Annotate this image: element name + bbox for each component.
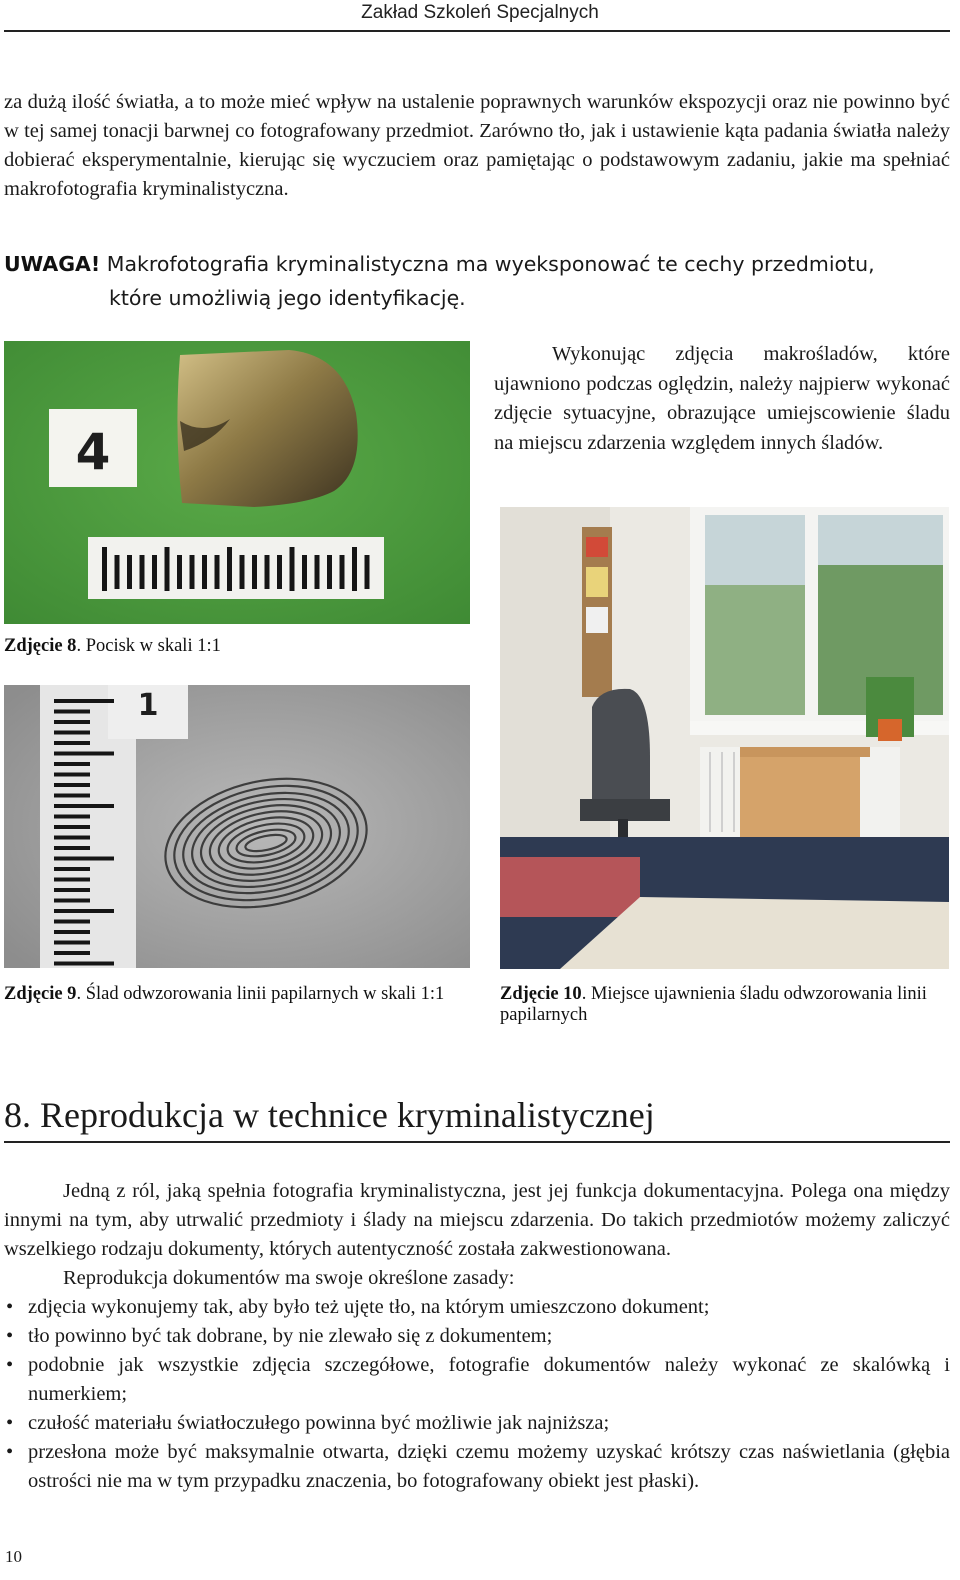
ruler-tick [240,555,245,589]
page-number: 10 [5,1547,22,1566]
ruler-tick [227,547,232,591]
section-paragraph-1: Jedną z ról, jaką spełnia fotografia kryminalistyczna, jest jej funkcja dokumentacyjna. Polega ona między innymi na tym, aby utrwalić przedmioty i ślady na miejscu zdarzenia. Do takich przedmiotów możemy zaliczyć wszelkiego rodzaju dokumenty, których autentyczność została zakwestionowana. [4,1180,950,1260]
section-body [4,1177,950,1496]
caption-text: . Pocisk w skali 1:1 [76,636,221,656]
caption-label: Zdjęcie 10 [500,984,582,1004]
caption-photo-9 [4,984,464,1005]
warning-line-2: które umożliwią jego identyfikację. [109,286,466,310]
caption-label: Zdjęcie 9 [4,984,77,1004]
ruler-tick [152,555,157,589]
caption-label: Zdjęcie 8 [4,636,77,656]
ruler-tick [215,555,220,589]
ruler-tick [54,878,90,882]
ruler-tick [54,804,114,808]
office-chair [592,689,650,807]
ruler-tick [177,555,182,589]
ruler-tick [290,547,295,591]
list-item: • podobnie jak wszystkie zdjęcia szczegółowe, fotografie dokumentów należy wykonać ze skalówką i numerkiem; [4,1351,950,1409]
ruler-tick [54,857,114,861]
evidence-marker-number: 1 [137,688,159,723]
section-paragraph-2: Reprodukcja dokumentów ma swoje określone zasady: [63,1267,515,1289]
caption-photo-10 [500,984,950,1026]
list-item: • przesłona może być maksymalnie otwarta, dzięki czemu możemy uzyskać krótszy czas naświetlania (głębia ostrości nie ma w tym przypadku znaczenia, bo fotografowany obiekt jest płaski). [4,1438,950,1496]
ruler-tick [54,899,90,903]
ruler-tick [54,825,90,829]
ruler-tick [54,846,90,850]
photo-bullet [4,341,470,624]
ruler-tick [54,783,90,787]
fingerprint-photo-svg [4,685,470,968]
list-item: • czułość materiału światłoczułego powinna być możliwie jak najniższa; [4,1409,950,1438]
warning-label: UWAGA! [4,252,101,276]
ruler-tick [54,710,90,714]
ruler-tick [54,867,90,871]
ruler-tick [54,962,114,966]
section-rule [4,1141,950,1143]
header-rule [4,30,950,32]
ruler-tick [165,547,170,591]
intro-paragraph: za dużą ilość światła, a to może mieć wpływ na ustalenie poprawnych warunków ekspozycji oraz nie powinno być w tej samej tonacji barwnej co fotografowany przedmiot. Zarówno tło, jak i ustawienie kąta padania światła należy dobierać eksperymentalnie, kierując się wyczuciem oraz pamiętając o podstawowym zadaniu, jakie ma spełniać makrofotografia kryminalistyczna. [4,91,950,200]
photo-room [500,507,949,969]
ruler-tick [202,555,207,589]
ruler-tick [252,555,257,589]
caption-photo-8 [4,636,464,657]
ruler-tick [54,720,90,724]
ruler-tick [54,815,90,819]
ruler-tick [54,888,90,892]
ruler-tick [327,555,332,589]
caption-text: . Miejsce ujawnienia śladu odwzorowania linii papilarnych [500,984,927,1025]
ruler-tick [115,555,120,589]
ruler-tick [54,951,90,955]
room-photo-svg [500,507,949,969]
side-paragraph: Wykonując zdjęcia makrośladów, które ujawniono podczas oględzin, należy najpierw wykonać zdjęcie sytuacyjne, obrazujące umiejscowienie śladu na miejscu zdarzenia względem innych śladów. [494,343,950,454]
ruler-tick [127,555,132,589]
ruler-tick [54,741,90,745]
running-header: Zakład Szkoleń Specjalnych [361,2,599,23]
bullet-photo-svg [4,341,470,624]
section-heading: 8. Reprodukcja w technice kryminalistycznej [4,1095,655,1135]
ruler-tick [265,555,270,589]
ruler-tick [365,555,370,589]
ruler-tick [302,555,307,589]
ruler-tick [54,909,114,913]
ruler-tick [340,555,345,589]
photo-fingerprint [4,685,470,968]
ruler-tick [277,555,282,589]
rules-list [4,1293,950,1496]
ruler-tick [102,547,107,591]
caption-text: . Ślad odwzorowania linii papilarnych w skali 1:1 [76,984,445,1004]
ruler-tick [190,555,195,589]
ruler-tick [54,773,90,777]
list-item: • tło powinno być tak dobrane, by nie zlewało się z dokumentem; [4,1322,950,1351]
ruler-tick [54,930,90,934]
ruler-tick [54,762,90,766]
ruler-tick [140,555,145,589]
ruler-tick [54,731,90,735]
bag [500,857,640,917]
ruler-tick [315,555,320,589]
list-item: • zdjęcia wykonujemy tak, aby było też ujęte tło, na którym umieszczono dokument; [4,1293,950,1322]
warning-line-1: Makrofotografia kryminalistyczna ma wyeksponować te cechy przedmiotu, [106,252,875,276]
evidence-marker-number: 4 [75,423,111,481]
ruler-tick [54,752,114,756]
warning-note [4,247,954,315]
ruler-tick [54,920,90,924]
ruler-tick [54,941,90,945]
ruler-tick [352,547,357,591]
ruler-tick [54,794,90,798]
ruler-tick [54,836,90,840]
ruler-tick [54,699,114,703]
